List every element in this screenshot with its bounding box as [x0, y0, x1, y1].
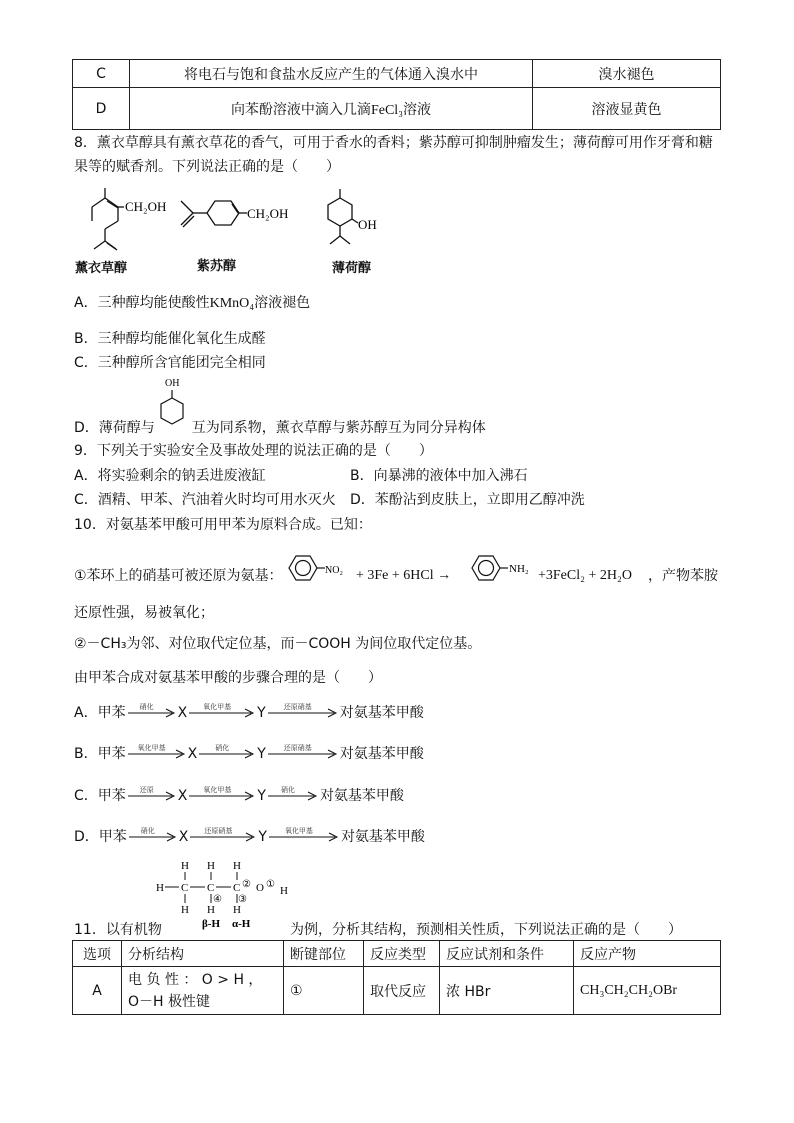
- intermediate-y: Y: [257, 705, 266, 721]
- nitro-group: NO₂: [325, 565, 343, 576]
- q9-option-b: B．向暴沸的液体中加入沸石: [350, 468, 528, 484]
- start-compound: 甲苯: [97, 788, 126, 804]
- menthol-name: 薄荷醇: [332, 261, 372, 276]
- header-cell: 反应类型: [364, 941, 440, 967]
- q8-stem-line1: 8．薰衣草醇具有薰衣草花的香气，可用于香水的香料；紫苏醇可抑制肿瘤发生；薄荷醇可用作牙膏和糖: [74, 135, 713, 151]
- table-row: [73, 88, 721, 130]
- atom-c: C: [207, 882, 215, 894]
- operation-text: 向苯酚溶液中滴入几滴: [230, 101, 371, 118]
- menthol-structure: [318, 186, 388, 256]
- header-cell: 断键部位: [284, 941, 364, 967]
- intermediate-x: X: [178, 829, 189, 845]
- reaction-arrow: [128, 786, 176, 803]
- known1-post: ，产物苯胺: [648, 568, 718, 584]
- step-label: 硝化: [280, 786, 295, 794]
- atom-c: C: [233, 882, 241, 894]
- perillyl-structure: [175, 193, 295, 238]
- propanol-structure: [152, 858, 302, 930]
- step-label: 氧化甲基: [203, 786, 232, 794]
- q10-option-d: [74, 827, 425, 847]
- product-cell: CH₃CH₂CH₂OBr: [574, 967, 721, 1015]
- perillyl-name: 紫苏醇: [197, 259, 237, 274]
- option-text: 互为同系物，薰衣草醇与紫苏醇互为同分异构体: [191, 420, 486, 436]
- q8-option-c: C．三种醇所含官能团完全相同: [74, 355, 266, 371]
- q11-table: [72, 940, 721, 1015]
- bond-1: ①: [266, 879, 275, 890]
- intermediate-x: X: [187, 746, 198, 762]
- lavandulol-name: 薰衣草醇: [75, 261, 128, 276]
- formula: KMnO₄: [209, 296, 255, 311]
- reagent-cell: 浓 HBr: [440, 967, 574, 1015]
- q8-option-b: B．三种醇均能催化氧化生成醛: [74, 331, 266, 347]
- atom-h: H: [181, 860, 189, 872]
- lavandulol-structure: [80, 183, 180, 253]
- menthol-oh: OH: [358, 217, 377, 232]
- step-label: 还原硝基: [204, 827, 233, 835]
- formula: FeCl₃: [370, 102, 404, 118]
- intermediate-y: Y: [258, 829, 267, 845]
- products: +3FeCl₂ + 2H₂O: [538, 568, 633, 583]
- operation-cell: 将电石与饱和食盐水反应产生的气体通入溴水中: [130, 60, 533, 88]
- option-letter: B．: [74, 746, 98, 762]
- step-label: 硝化: [215, 744, 230, 752]
- atom-h: H: [207, 904, 215, 916]
- step-label: 氧化甲基: [137, 744, 166, 752]
- analysis-cell: [122, 967, 284, 1015]
- q10-known1: ①苯环上的硝基可被还原为氨基：: [74, 568, 283, 584]
- q9-stem: 9．下列关于实验安全及事故处理的说法正确的是（ ）: [74, 443, 433, 459]
- end-compound: 对氨基苯甲酸: [319, 788, 404, 804]
- top-table: [72, 59, 721, 130]
- intermediate-y: Y: [257, 746, 266, 762]
- option-text: A．三种醇均能使酸性: [74, 295, 210, 311]
- cyclohexanol-oh: OH: [165, 378, 180, 389]
- atom-h: H: [280, 885, 288, 897]
- reaction-arrow: [190, 827, 256, 844]
- atom-h: H: [233, 860, 241, 872]
- start-compound: 甲苯: [97, 746, 126, 762]
- header-cell: 分析结构: [122, 941, 284, 967]
- bond-3: ③: [238, 894, 247, 905]
- phenomenon-cell: 溶液显黄色: [533, 88, 721, 130]
- q10-known1-line2: 还原性强，易被氧化；: [74, 605, 214, 621]
- table-header-row: [73, 941, 721, 967]
- header-cell: 反应产物: [574, 941, 721, 967]
- reaction-arrow: [268, 744, 338, 761]
- q10-option-b: [74, 744, 424, 764]
- reaction-arrow: [189, 703, 255, 720]
- atom-c: C: [181, 882, 189, 894]
- step-label: 还原: [139, 786, 154, 794]
- reactants: + 3Fe + 6HCl →: [356, 568, 452, 583]
- reaction-arrow: [128, 744, 186, 761]
- reaction-arrow: [269, 827, 339, 844]
- reaction-arrow: [189, 786, 255, 803]
- atom-h: H: [233, 904, 241, 916]
- reaction-arrow: [129, 827, 177, 844]
- start-compound: 甲苯: [98, 829, 127, 845]
- analysis-line: O－H 极性键: [128, 993, 210, 1010]
- q10-option-c: [74, 786, 404, 806]
- row-label: D: [73, 88, 130, 130]
- step-label: 还原硝基: [283, 703, 312, 711]
- type-cell: 取代反应: [364, 967, 440, 1015]
- start-compound: 甲苯: [97, 705, 126, 721]
- reaction-arrow: [268, 786, 318, 803]
- intermediate-x: X: [177, 788, 188, 804]
- amino-group: NH₂: [509, 563, 529, 575]
- row-label: C: [73, 60, 130, 88]
- nitrobenzene-structure: [283, 548, 355, 588]
- step-label: 硝化: [140, 827, 155, 835]
- phenomenon-cell: 溴水褪色: [533, 60, 721, 88]
- aniline-structure: [466, 548, 538, 588]
- q11-stem-pre: 11．以有机物: [74, 922, 162, 938]
- operation-text: 溶液: [403, 101, 432, 118]
- intermediate-y: Y: [257, 788, 266, 804]
- header-cell: 反应试剂和条件: [440, 941, 574, 967]
- atom-h: H: [207, 860, 215, 872]
- q8-option-a: [74, 293, 310, 314]
- lavandulol-ch2oh: CH₂OH: [125, 199, 167, 214]
- bond-4: ④: [213, 894, 222, 905]
- option-text: 溶液褪色: [254, 295, 311, 311]
- q10-option-a: [74, 703, 424, 723]
- q9-option-a: A．将实验剩余的钠丢进废液缸: [74, 468, 266, 484]
- intermediate-x: X: [177, 705, 188, 721]
- q10-question: 由甲苯合成对氨基苯甲酸的步骤合理的是（ ）: [74, 670, 382, 686]
- table-row: [73, 60, 721, 88]
- q9-option-c: C．酒精、甲苯、汽油着火时均可用水灭火: [74, 492, 336, 508]
- step-label: 氧化甲基: [203, 703, 232, 711]
- bond-2: ②: [242, 879, 251, 890]
- bond-cell: ①: [284, 967, 364, 1015]
- q11-stem-post: 为例，分析其结构，预测相关性质，下列说法正确的是（ ）: [290, 922, 682, 938]
- atom-o: O: [256, 882, 264, 894]
- reaction-arrow: [128, 703, 176, 720]
- step-label: 氧化甲基: [284, 827, 313, 835]
- reaction-arrow: [199, 744, 255, 761]
- option-text: D．薄荷醇与: [74, 420, 155, 436]
- option-cell: A: [73, 967, 122, 1015]
- q10-stem: 10．对氨基苯甲酸可用甲苯为原料合成。已知：: [74, 517, 372, 533]
- table-row: [73, 967, 721, 1015]
- option-letter: C．: [74, 788, 98, 804]
- end-compound: 对氨基苯甲酸: [339, 746, 424, 762]
- q8-option-d: [74, 418, 486, 438]
- alpha-h-label: α-H: [232, 918, 251, 930]
- step-label: 还原硝基: [283, 744, 312, 752]
- operation-cell: [130, 88, 533, 130]
- header-cell: 选项: [73, 941, 122, 967]
- end-compound: 对氨基苯甲酸: [339, 705, 424, 721]
- step-label: 硝化: [139, 703, 154, 711]
- q8-stem-line2: 果等的赋香剂。下列说法正确的是（ ）: [74, 159, 340, 175]
- beta-h-label: β-H: [202, 918, 221, 930]
- option-letter: D．: [74, 829, 99, 845]
- q10-known2: ②－CH₃为邻、对位取代定位基，而－COOH 为间位取代定位基。: [74, 636, 482, 652]
- option-letter: A．: [74, 705, 98, 721]
- atom-h: H: [181, 904, 189, 916]
- q9-option-d: D．苯酚沾到皮肤上，立即用乙醇冲洗: [350, 492, 585, 508]
- reaction-arrow: [268, 703, 338, 720]
- atom-h: H: [156, 882, 164, 894]
- end-compound: 对氨基苯甲酸: [340, 829, 425, 845]
- analysis-line: 电 负 性 ： O > H ，: [128, 971, 263, 988]
- perillyl-ch2oh: CH₂OH: [247, 206, 289, 221]
